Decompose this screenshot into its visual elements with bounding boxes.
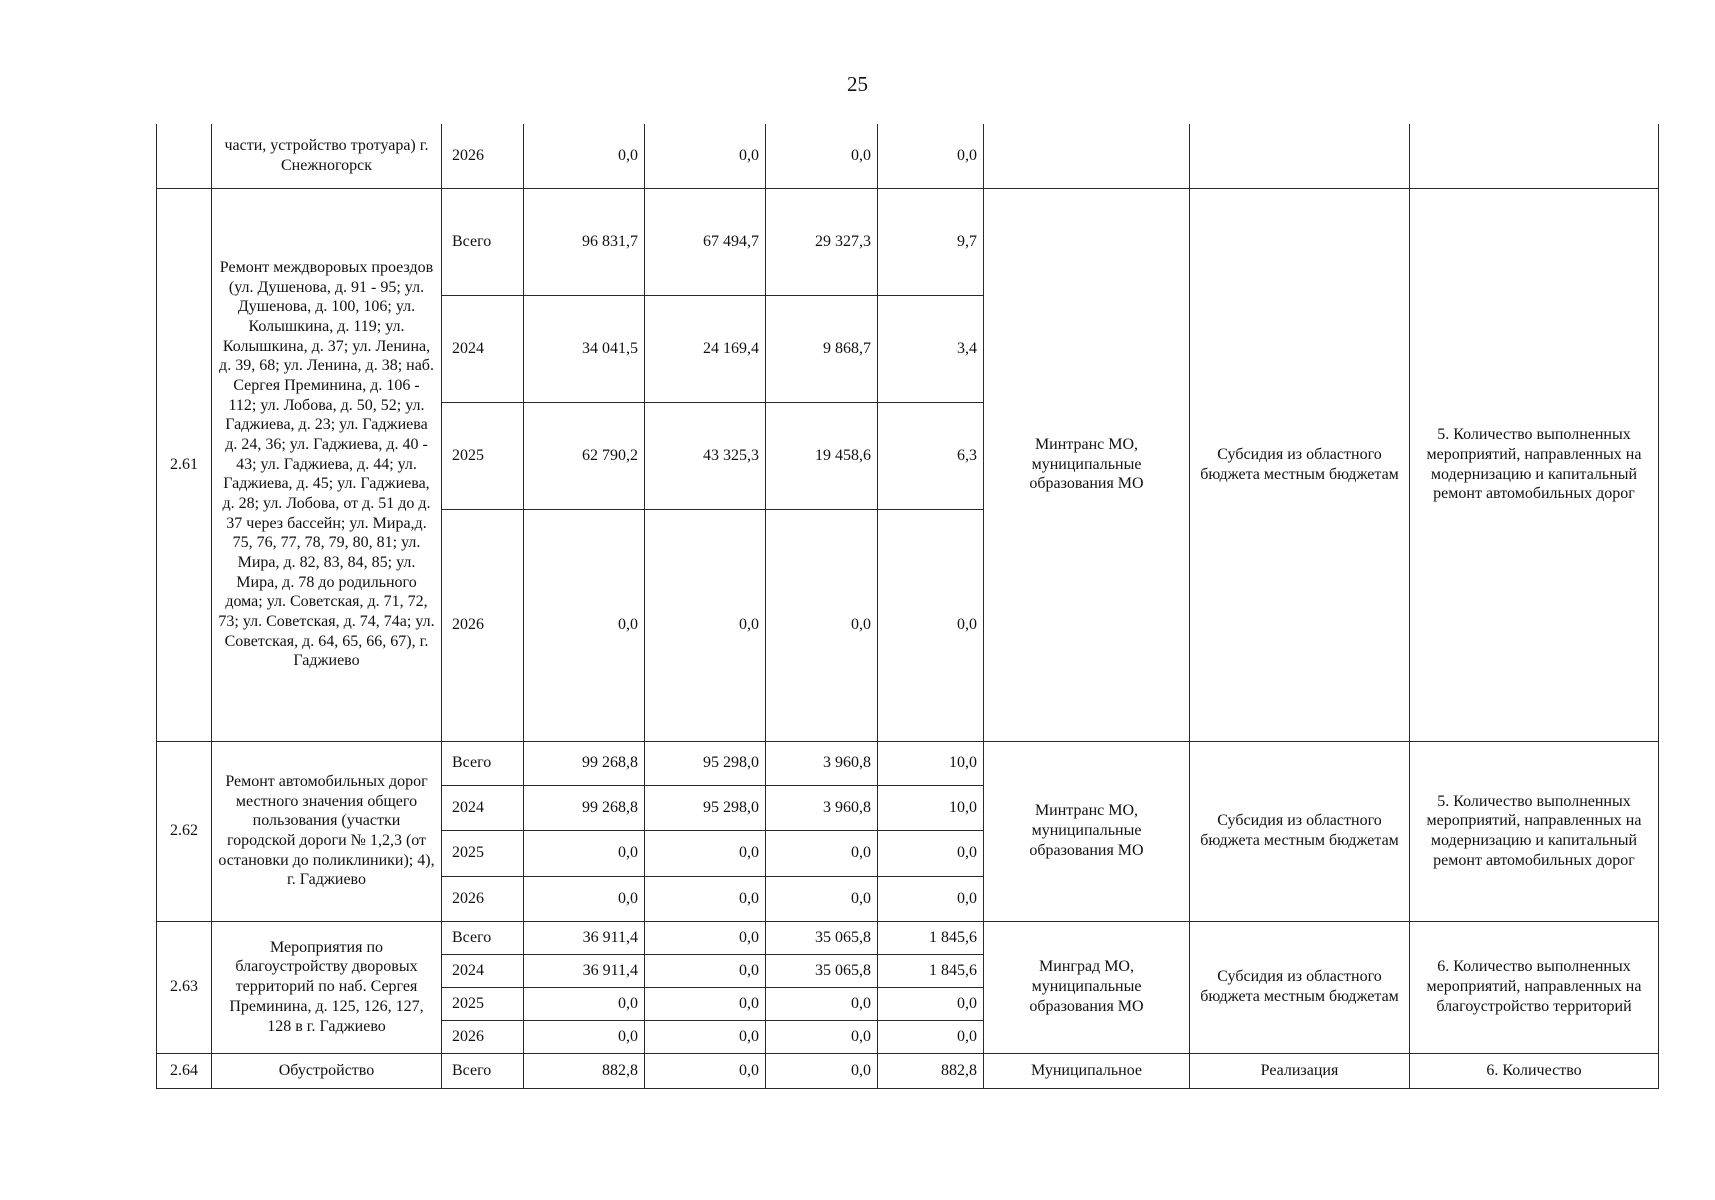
federal-cell: 0,0 — [645, 954, 766, 987]
federal-cell: 0,0 — [645, 921, 766, 954]
regional-cell: 3 960,8 — [766, 785, 878, 830]
year-cell: Всего — [442, 1053, 524, 1088]
source-cell — [1190, 124, 1410, 188]
measure-name: Мероприятия по благоустройству дворовых территорий по наб. Сергея Преминина, д. 125, 126, 127, 128 в г. Гаджиево — [212, 921, 442, 1053]
year-cell: 2026 — [442, 876, 524, 921]
federal-cell: 0,0 — [645, 1053, 766, 1088]
table-row — [157, 741, 1659, 785]
local-cell: 0,0 — [878, 124, 984, 188]
total-cell: 99 268,8 — [524, 741, 645, 785]
year-cell: 2026 — [442, 124, 524, 188]
year-cell: Всего — [442, 188, 524, 295]
total-cell: 0,0 — [524, 1020, 645, 1053]
row-number — [157, 124, 212, 188]
year-cell: 2024 — [442, 785, 524, 830]
total-cell: 0,0 — [524, 509, 645, 741]
source-cell: Субсидия из областного бюджета местным бюджетам — [1190, 188, 1410, 741]
year-cell: 2026 — [442, 509, 524, 741]
executor-cell: Минтранс МО, муниципальные образования МО — [984, 188, 1190, 741]
local-cell: 6,3 — [878, 402, 984, 509]
indicator-cell: 6. Количество — [1410, 1053, 1659, 1088]
local-cell: 0,0 — [878, 987, 984, 1020]
federal-cell: 67 494,7 — [645, 188, 766, 295]
source-cell: Субсидия из областного бюджета местным бюджетам — [1190, 921, 1410, 1053]
page-number: 25 — [847, 72, 868, 96]
table-row — [157, 921, 1659, 954]
local-cell: 1 845,6 — [878, 954, 984, 987]
regional-cell: 35 065,8 — [766, 921, 878, 954]
total-cell: 99 268,8 — [524, 785, 645, 830]
regional-cell: 19 458,6 — [766, 402, 878, 509]
year-cell: 2024 — [442, 954, 524, 987]
measure-name: части, устройство тротуара) г. Снежногорск — [212, 124, 442, 188]
regional-cell: 0,0 — [766, 509, 878, 741]
table-row — [157, 124, 1659, 188]
federal-cell: 0,0 — [645, 830, 766, 876]
federal-cell: 0,0 — [645, 1020, 766, 1053]
row-number: 2.64 — [157, 1053, 212, 1088]
measure-name: Ремонт автомобильных дорог местного значения общего пользования (участки городской дороги № 1,2,3 (от остановки до поликлиники); 4), г. Гаджиево — [212, 741, 442, 921]
local-cell: 1 845,6 — [878, 921, 984, 954]
regional-cell: 0,0 — [766, 987, 878, 1020]
federal-cell: 95 298,0 — [645, 741, 766, 785]
indicator-cell — [1410, 124, 1659, 188]
total-cell: 0,0 — [524, 830, 645, 876]
local-cell: 0,0 — [878, 1020, 984, 1053]
budget-table — [156, 124, 1659, 1089]
source-cell: Субсидия из областного бюджета местным бюджетам — [1190, 741, 1410, 921]
regional-cell: 0,0 — [766, 876, 878, 921]
total-cell: 36 911,4 — [524, 921, 645, 954]
table-row — [157, 1053, 1659, 1088]
federal-cell: 43 325,3 — [645, 402, 766, 509]
local-cell: 9,7 — [878, 188, 984, 295]
executor-cell — [984, 124, 1190, 188]
measure-name: Обустройство — [212, 1053, 442, 1088]
federal-cell: 0,0 — [645, 987, 766, 1020]
source-cell: Реализация — [1190, 1053, 1410, 1088]
regional-cell: 0,0 — [766, 124, 878, 188]
row-number: 2.61 — [157, 188, 212, 741]
total-cell: 0,0 — [524, 987, 645, 1020]
indicator-cell: 5. Количество выполненных мероприятий, направленных на модернизацию и капитальный ремонт автомобильных дорог — [1410, 188, 1659, 741]
year-cell: 2026 — [442, 1020, 524, 1053]
local-cell: 0,0 — [878, 830, 984, 876]
federal-cell: 0,0 — [645, 124, 766, 188]
year-cell: 2024 — [442, 295, 524, 402]
local-cell: 10,0 — [878, 741, 984, 785]
regional-cell: 0,0 — [766, 1053, 878, 1088]
row-number: 2.62 — [157, 741, 212, 921]
indicator-cell: 6. Количество выполненных мероприятий, направленных на благоустройство территорий — [1410, 921, 1659, 1053]
total-cell: 0,0 — [524, 876, 645, 921]
regional-cell: 29 327,3 — [766, 188, 878, 295]
federal-cell: 0,0 — [645, 509, 766, 741]
row-number: 2.63 — [157, 921, 212, 1053]
regional-cell: 0,0 — [766, 830, 878, 876]
regional-cell: 9 868,7 — [766, 295, 878, 402]
total-cell: 0,0 — [524, 124, 645, 188]
local-cell: 10,0 — [878, 785, 984, 830]
total-cell: 62 790,2 — [524, 402, 645, 509]
total-cell: 36 911,4 — [524, 954, 645, 987]
measure-name: Ремонт междворовых проездов (ул. Душенова, д. 91 - 95; ул. Душенова, д. 100, 106; ул. Колышкина, д. 119; ул. Колышкина, д. 37; ул. Ленина, д. 39, 68; ул. Ленина, д. 38; наб. Сергея Преминина, д. 106 - 112; ул. Лобова, д. 50, 52; ул. Гаджиева, д. 23; ул. Гаджиева д. 24, 36; ул. Гаджиева, д. 40 - 43; ул. Гаджиева, д. 44; ул. Гаджиева, д. 45; ул. Гаджиева, д. 28; ул. Лобова, от д. 51 до д. 37 через бассейн; ул. Мира,д. 75, 76, 77, 78, 79, 80, 81; ул. Мира, д. 82, 83, 84, 85; ул. Мира, д. 78 до родильного дома; ул. Советская, д. 71, 72, 73; ул. Советская, д. 74, 74а; ул. Советская, д. 64, 65, 66, 67), г. Гаджиево — [212, 188, 442, 741]
executor-cell: Минград МО, муниципальные образования МО — [984, 921, 1190, 1053]
federal-cell: 0,0 — [645, 876, 766, 921]
local-cell: 3,4 — [878, 295, 984, 402]
regional-cell: 3 960,8 — [766, 741, 878, 785]
year-cell: Всего — [442, 921, 524, 954]
year-cell: 2025 — [442, 402, 524, 509]
total-cell: 882,8 — [524, 1053, 645, 1088]
local-cell: 882,8 — [878, 1053, 984, 1088]
executor-cell: Муниципальное — [984, 1053, 1190, 1088]
total-cell: 34 041,5 — [524, 295, 645, 402]
table-row — [157, 188, 1659, 295]
executor-cell: Минтранс МО, муниципальные образования МО — [984, 741, 1190, 921]
regional-cell: 35 065,8 — [766, 954, 878, 987]
federal-cell: 95 298,0 — [645, 785, 766, 830]
local-cell: 0,0 — [878, 876, 984, 921]
regional-cell: 0,0 — [766, 1020, 878, 1053]
total-cell: 96 831,7 — [524, 188, 645, 295]
federal-cell: 24 169,4 — [645, 295, 766, 402]
indicator-cell: 5. Количество выполненных мероприятий, направленных на модернизацию и капитальный ремонт автомобильных дорог — [1410, 741, 1659, 921]
local-cell: 0,0 — [878, 509, 984, 741]
year-cell: 2025 — [442, 830, 524, 876]
year-cell: 2025 — [442, 987, 524, 1020]
year-cell: Всего — [442, 741, 524, 785]
